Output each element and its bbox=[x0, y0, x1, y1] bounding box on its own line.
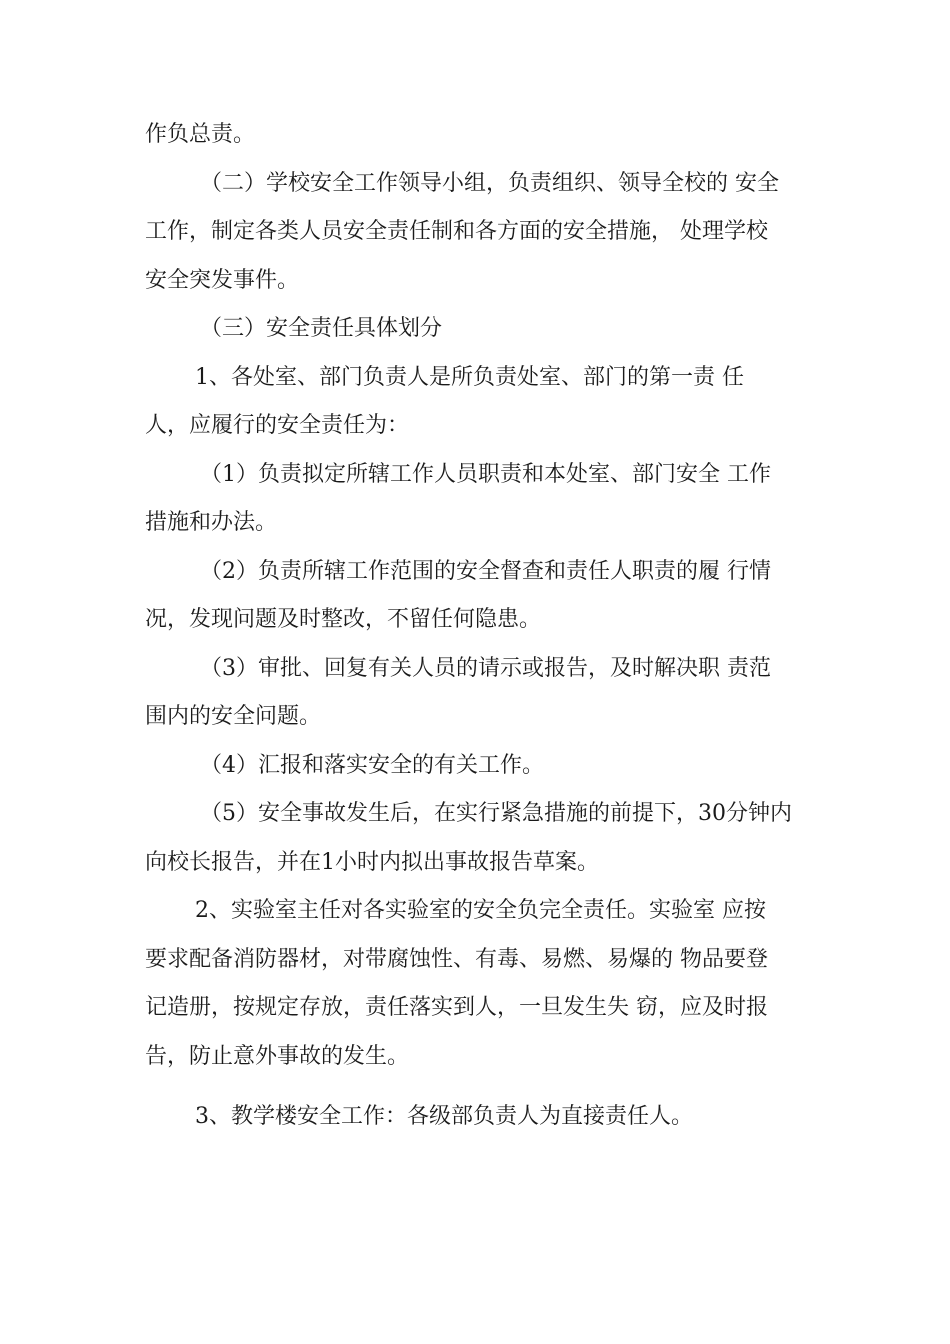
text-line-5: （三）安全责任具体划分 bbox=[200, 316, 443, 341]
text-line-11: 况，发现问题及时整改，不留任何隐患。 bbox=[145, 607, 542, 632]
text-line-19: 记造册，按规定存放，责任落实到人，一旦发生失 窃，应及时报 bbox=[145, 995, 768, 1020]
text-line-6: 1、各处室、部门负责人是所负责处室、部门的第一责 任 bbox=[195, 364, 744, 390]
text-line-20: 告，防止意外事故的发生。 bbox=[145, 1043, 410, 1069]
text-line-9: 措施和办法。 bbox=[145, 510, 278, 535]
text-line-17: 2、实验室主任对各实验室的安全负完全责任。实验室 应按 bbox=[195, 898, 766, 923]
text-line-4: 安全突发事件。 bbox=[145, 267, 300, 293]
text-line-8: （1）负责拟定所辖工作人员职责和本处室、部门安全 工作 bbox=[200, 461, 771, 487]
text-line-12: （3）审批、回复有关人员的请示或报告，及时解决职 责范 bbox=[200, 655, 771, 681]
text-line-18: 要求配备消防器材，对带腐蚀性、有毒、易燃、易爆的 物品要登 bbox=[145, 946, 768, 972]
text-line-13: 围内的安全问题。 bbox=[145, 704, 322, 729]
text-line-10: （2）负责所辖工作范围的安全督查和责任人职责的履 行情 bbox=[200, 558, 771, 584]
text-line-7: 人，应履行的安全责任为： bbox=[145, 413, 410, 438]
text-line-2: （二）学校安全工作领导小组，负责组织、领导全校的 安全 bbox=[200, 170, 779, 196]
text-line-14: （4）汇报和落实安全的有关工作。 bbox=[200, 752, 544, 778]
text-line-1: 作负总责。 bbox=[145, 122, 256, 147]
text-line-15: （5）安全事故发生后，在实行紧急措施的前提下，30分钟内 bbox=[200, 801, 792, 826]
text-line-21: 3、教学楼安全工作：各级部负责人为直接责任人。 bbox=[195, 1104, 693, 1129]
text-line-3: 工作，制定各类人员安全责任制和各方面的安全措施， 处理学校 bbox=[145, 219, 768, 244]
text-line-16: 向校长报告，并在1小时内拟出事故报告草案。 bbox=[145, 849, 599, 875]
document-body bbox=[145, 117, 820, 1148]
